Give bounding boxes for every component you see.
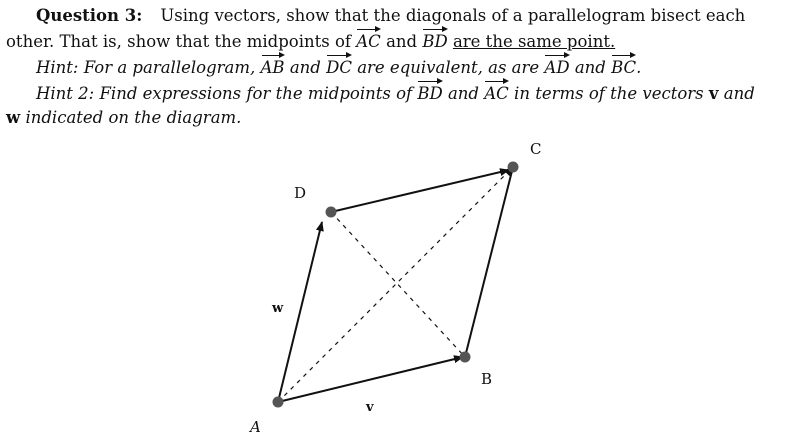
vector-ab: AB	[261, 54, 285, 80]
label-v: v	[366, 400, 374, 415]
vector-ac: AC	[356, 28, 381, 54]
side-bc-arrow	[465, 167, 513, 357]
label-d: D	[294, 184, 307, 202]
point-d	[326, 207, 337, 218]
vector-dc: DC	[326, 54, 352, 80]
vector-w-arrow	[278, 222, 322, 402]
vector-v-arrow	[278, 357, 463, 402]
question-label: Question 3:	[36, 6, 143, 25]
label-b: B	[481, 370, 493, 388]
point-b	[460, 352, 471, 363]
label-c: C	[530, 140, 542, 158]
diagonal-ac	[278, 167, 513, 402]
diagonal-db	[331, 212, 465, 357]
hint-2-continued: w indicated on the diagram.	[6, 108, 242, 127]
point-a	[273, 397, 284, 408]
hint-2: Hint 2: Find expressions for the midpoints of BD and AC in terms of the vectors v and	[6, 80, 788, 106]
vector-ad: AD	[544, 54, 569, 80]
question-statement: Using vectors, show that the diagonals of a parallelogram bisect each	[160, 6, 746, 25]
question-line-2: other. That is, show that the midpoints of AC and BD are the same point.	[6, 28, 788, 54]
vector-ac-hint: AC	[484, 80, 509, 106]
label-w: w	[272, 301, 284, 316]
label-a: A	[250, 418, 261, 436]
vector-bc: BC	[611, 54, 636, 80]
vector-w-text: w	[6, 108, 21, 127]
side-dc-arrow	[331, 170, 509, 212]
vector-v-text: v	[708, 84, 719, 103]
hint-1: Hint: For a parallelogram, AB and DC are equivalent, as are AD and BC.	[6, 54, 788, 80]
point-c	[508, 162, 519, 173]
vector-bd: BD	[422, 28, 447, 54]
vector-bd-hint: BD	[417, 80, 442, 106]
